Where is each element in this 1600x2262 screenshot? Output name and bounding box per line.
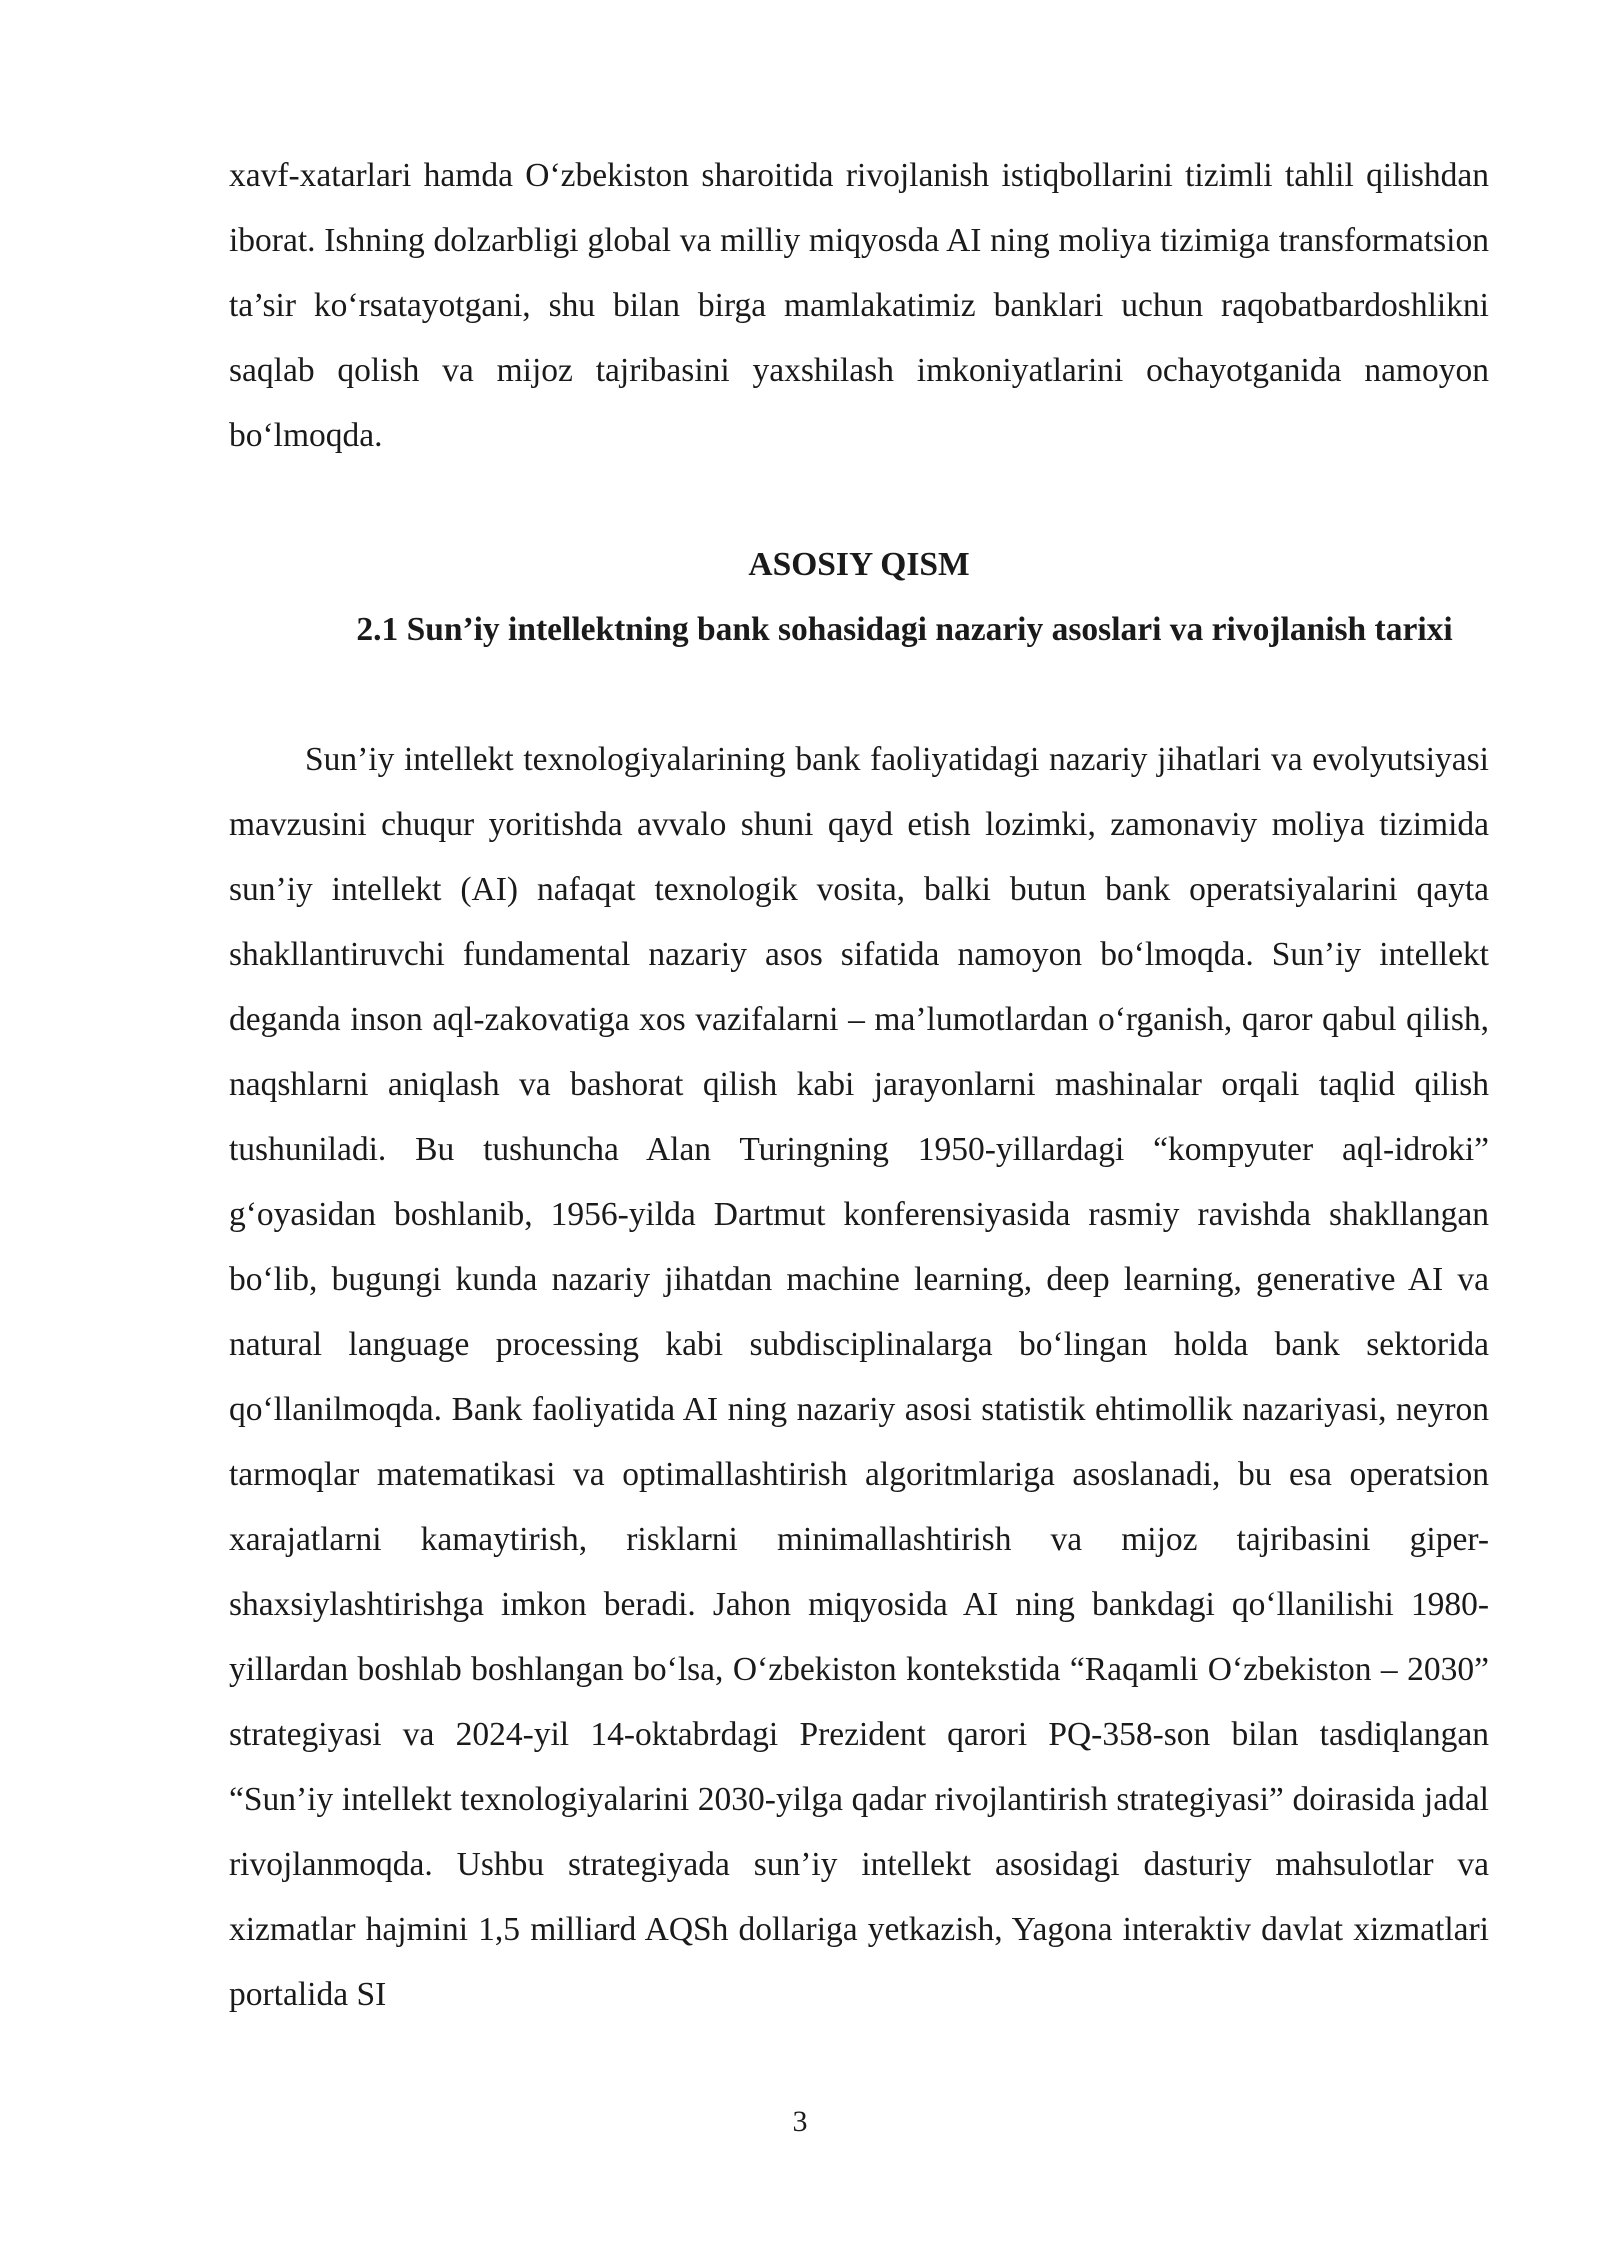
main-paragraph: Sun’iy intellekt texnologiyalarining bank faoliyatidagi nazariy jihatlari va evolyutsiyasi mavzusini chuqur yoritishda avvalo shuni qayd etish lozimki, zamonaviy moliya tizimida sun’iy intellekt (AI) nafaqat texnologik vosita, balki butun bank operatsiyalarini qayta shakllantiruvchi fundamental nazariy asos sifatida namoyon bo‘lmoqda. Sun’iy intellekt deganda inson aql-zakovatiga xos vazifalarni – ma’lumotlardan o‘rganish, qaror qabul qilish, naqshlarni aniqlash va bashorat qilish kabi jarayonlarni mashinalar orqali taqlid qilish tushuniladi. Bu tushuncha Alan Turingning 1950-yillardagi “kompyuter aql-idroki” g‘oyasidan boshlanib, 1956-yilda Dartmut konferensiyasida rasmiy ravishda shakllangan bo‘lib, bugungi kunda nazariy jihatdan machine learning, deep learning, generative AI va natural language processing kabi subdisciplinalarga bo‘lingan holda bank sektorida qo‘llanilmoqda. Bank faoliyatida AI ning nazariy asosi statistik ehtimollik nazariyasi, neyron tarmoqlar matematikasi va optimallashtirish algoritmlariga asoslanadi, bu esa operatsion xarajatlarni kamaytirish, risklarni minimallashtirish va mijoz tajribasini giper-shaxsiylashtirishga imkon beradi. Jahon miqyosida AI ning bankdagi qo‘llanilishi 1980-yillardan boshlab boshlangan bo‘lsa, O‘zbekiston kontekstida “Raqamli O‘zbekiston – 2030” strategiyasi va 2024-yil 14-oktabrdagi Prezident qarori PQ-358-son bilan tasdiqlangan “Sun’iy intellekt texnologiyalarini 2030-yilga qadar rivojlantirish strategiyasi” doirasida jadal rivojlanmoqda. Ushbu strategiyada sun’iy intellekt asosidagi dasturiy mahsulotlar va xizmatlar hajmini 1,5 milliard AQSh dollariga yetkazish, Yagona interaktiv davlat xizmatlari portalida SI [229,741,1489,2013]
intro-paragraph: xavf-xatarlari hamda O‘zbekiston sharoitida rivojlanish istiqbollarini tizimli tahlil qilishdan iborat. Ishning dolzarbligi global va milliy miqyosda AI ning moliya tizimiga transformatsion ta’sir ko‘rsatayotgani, shu bilan birga mamlakatimiz banklari uchun raqobatbardoshlikni saqlab qolish va mijoz tajribasini yaxshilash imkoniyatlarini ochayotganida namoyon bo‘lmoqda. [229,157,1489,454]
page-number: 3 [792,2105,808,2138]
subsection-heading: 2.1 Sun’iy intellektning bank sohasidagi nazariy asoslari va rivojlanish tarixi [356,611,1453,648]
section-heading: ASOSIY QISM [748,546,970,583]
